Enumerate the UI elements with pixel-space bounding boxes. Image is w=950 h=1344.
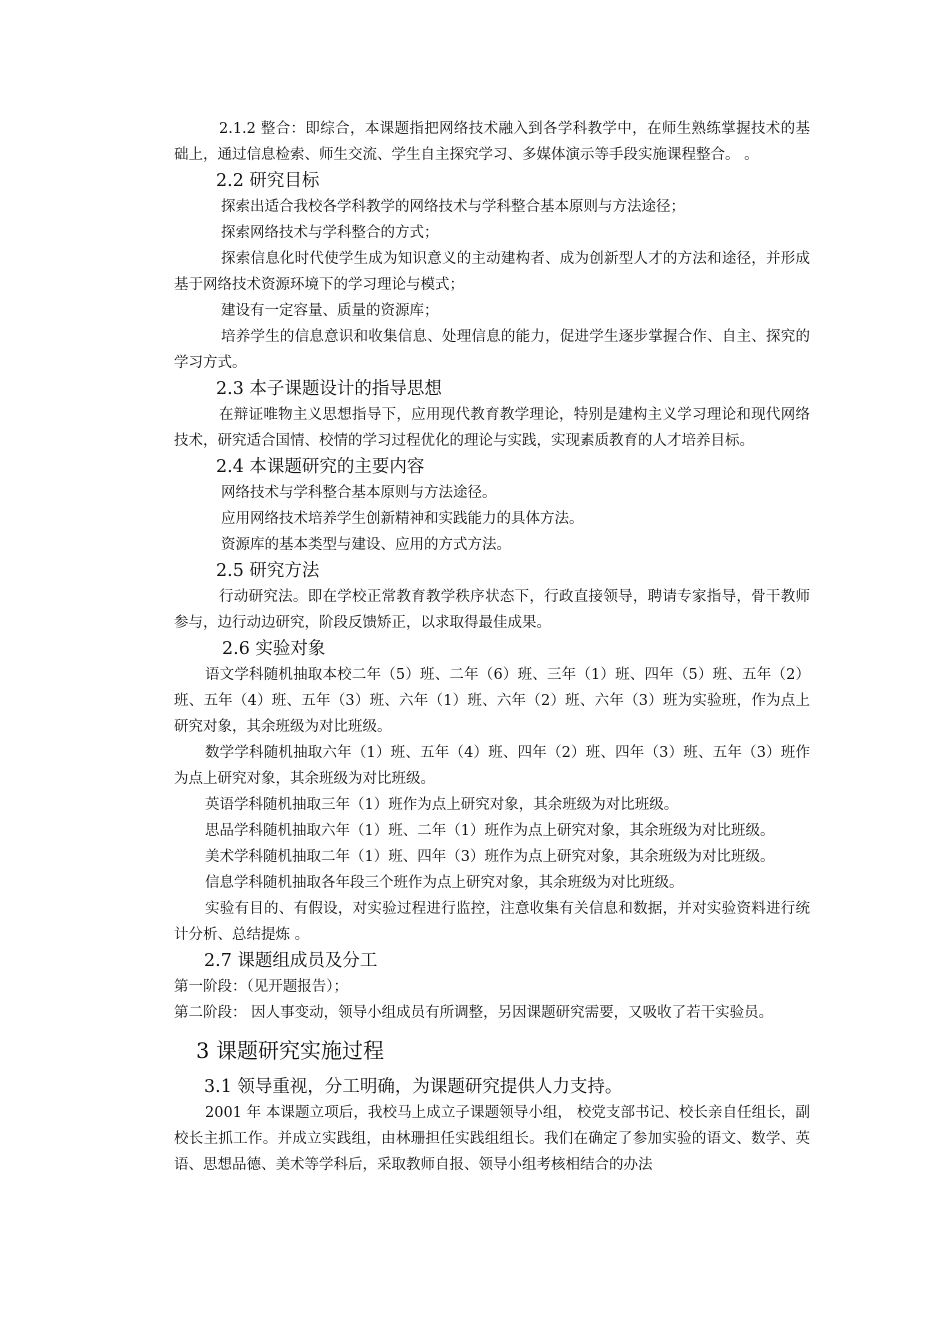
goal-paragraph-5: 培养学生的信息意识和收集信息、处理信息的能力，促进学生逐步掌握合作、自主、探究的学习方式。 — [174, 329, 810, 371]
section-3-heading: 3 课题研究实施过程 — [196, 1039, 385, 1063]
goal-paragraph-1: 探索出适合我校各学科教学的网络技术与学科整合基本原则与方法途径； — [221, 199, 685, 215]
document-body — [174, 116, 810, 1178]
section-2-2-heading: 2.2 研究目标 — [216, 171, 320, 191]
subject-paragraph-math: 数学学科随机抽取六年（1）班、五年（4）班、四年（2）班、四年（3）班、五年（3）班作为点上研究对象，其余班级为对比班级。 — [174, 745, 810, 787]
subject-paragraph-art: 美术学科随机抽取二年（1）班、四年（3）班作为点上研究对象，其余班级为对比班级。 — [205, 849, 775, 865]
section-3-1-heading: 3.1 领导重视，分工明确，为课题研究提供人力支持。 — [204, 1077, 623, 1097]
content-paragraph-1: 网络技术与学科整合基本原则与方法途径。 — [221, 485, 497, 501]
goal-paragraph-3: 探索信息化时代使学生成为知识意义的主动建构者、成为创新型人才的方法和途径，并形成基于网络技术资源环境下的学习理论与模式； — [174, 251, 810, 293]
subject-paragraph-it: 信息学科随机抽取各年段三个班作为点上研究对象，其余班级为对比班级。 — [205, 875, 684, 891]
section-3-1-paragraph: 2001 年 本课题立项后，我校马上成立子课题领导小组， 校党支部书记、校长亲自任组长，副校长主抓工作。并成立实践组，由林珊担任实践组组长。我们在确定了参加实验的语文、数学、英语、思想品德、美术等学科后，采取教师自报、领导小组考核相结合的办法 — [174, 1105, 810, 1173]
experiment-paragraph: 实验有目的、有假设，对实验过程进行监控，注意收集有关信息和数据，并对实验资料进行统计分析、总结提炼 。 — [174, 901, 810, 943]
section-2-7-heading: 2.7 课题组成员及分工 — [204, 951, 378, 971]
phase-1-paragraph: 第一阶段：（见开题报告）； — [174, 979, 348, 995]
subject-paragraph-chinese: 语文学科随机抽取本校二年（5）班、二年（6）班、三年（1）班、四年（5）班、五年（2）班、五年（4）班、五年（3）班、六年（1）班、六年（2）班、六年（3）班为实验班，作为点上研究对象，其余班级为对比班级。 — [174, 667, 810, 735]
method-paragraph: 行动研究法。即在学校正常教育教学秩序状态下，行政直接领导，聘请专家指导，骨干教师参与，边行动边研究，阶段反馈矫正，以求取得最佳成果。 — [174, 589, 810, 631]
section-2-5-heading: 2.5 研究方法 — [216, 561, 320, 581]
phase-2-paragraph: 第二阶段： 因人事变动，领导小组成员有所调整，另因课题研究需要，又吸收了若干实验员。 — [174, 1005, 774, 1021]
goal-paragraph-4: 建设有一定容量、质量的资源库； — [221, 303, 439, 319]
subject-paragraph-ethics: 思品学科随机抽取六年（1）班、二年（1）班作为点上研究对象，其余班级为对比班级。 — [205, 823, 775, 839]
section-2-6-heading: 2.6 实验对象 — [222, 639, 326, 659]
subject-paragraph-english: 英语学科随机抽取三年（1）班作为点上研究对象，其余班级为对比班级。 — [205, 797, 679, 813]
section-2-4-heading: 2.4 本课题研究的主要内容 — [216, 457, 425, 477]
section-2-3-heading: 2.3 本子课题设计的指导思想 — [216, 379, 442, 399]
goal-paragraph-2: 探索网络技术与学科整合的方式； — [221, 225, 439, 241]
content-paragraph-3: 资源库的基本类型与建设、应用的方式方法。 — [221, 537, 511, 553]
content-paragraph-2: 应用网络技术培养学生创新精神和实践能力的具体方法。 — [221, 511, 584, 527]
section-2-1-2-paragraph: 2.1.2 整合：即综合，本课题指把网络技术融入到各学科教学中，在师生熟练掌握技术的基础上，通过信息检索、师生交流、学生自主探究学习、多媒体演示等手段实施课程整合。 。 — [174, 121, 810, 163]
guiding-idea-paragraph: 在辩证唯物主义思想指导下，应用现代教育教学理论，特别是建构主义学习理论和现代网络技术，研究适合国情、校情的学习过程优化的理论与实践，实现素质教育的人才培养目标。 — [174, 407, 810, 449]
